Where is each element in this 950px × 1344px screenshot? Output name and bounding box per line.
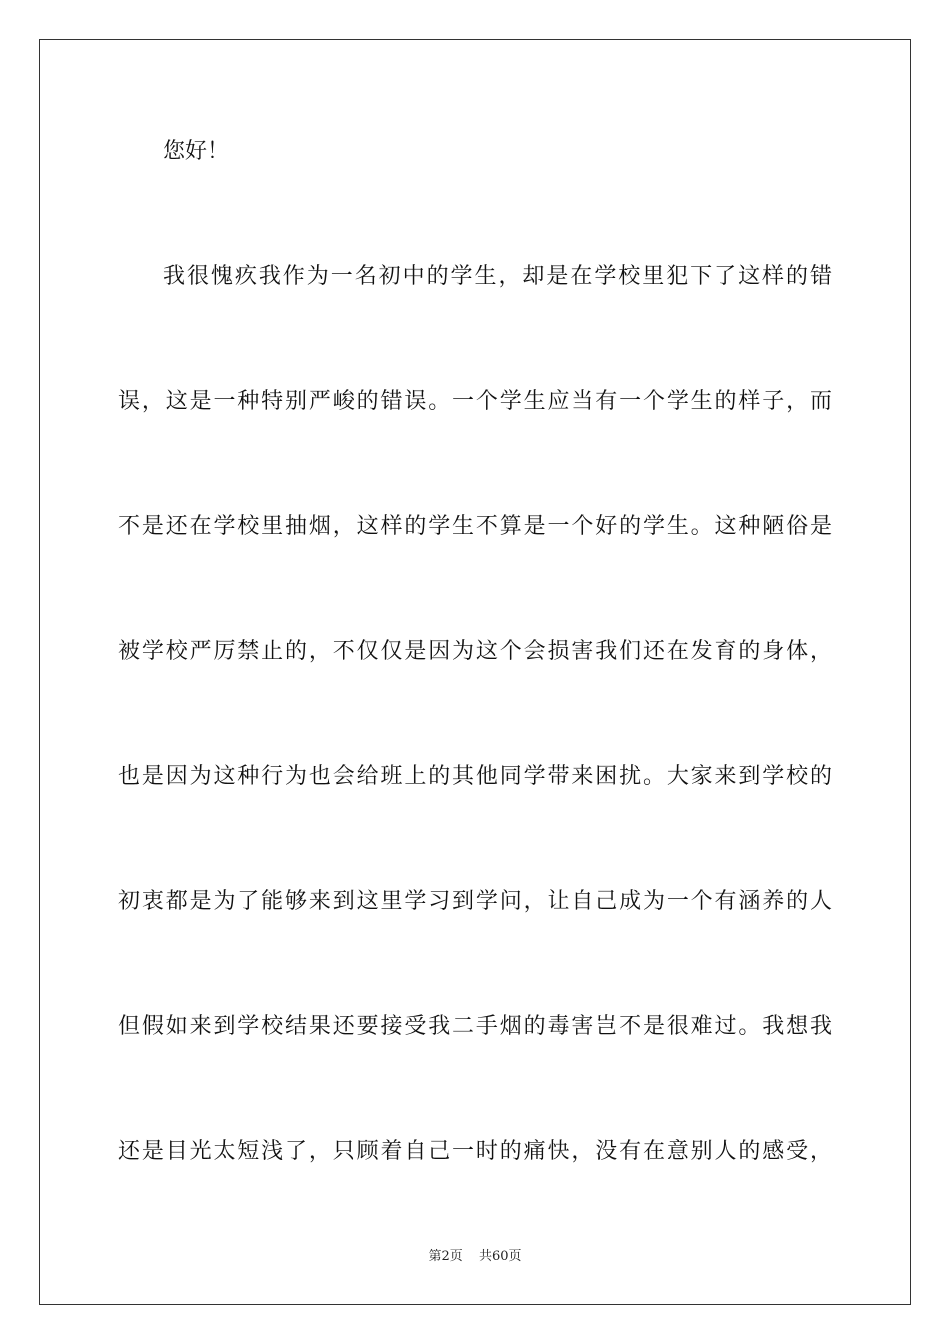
page-footer [0, 1248, 950, 1266]
paragraph-line-5: 也是因为这种行为也会给班上的其他同学带来困扰。大家来到学校的 [118, 764, 832, 789]
paragraph-line-2: 误，这是一种特别严峻的错误。一个学生应当有一个学生的样子，而 [118, 389, 832, 414]
paragraph-line-1: 我很愧疚我作为一名初中的学生，却是在学校里犯下了这样的错 [163, 264, 832, 289]
paragraph-line-4: 被学校严厉禁止的，不仅仅是因为这个会损害我们还在发育的身体， [118, 639, 832, 664]
page-number: 第2页 [428, 1249, 463, 1264]
paragraph-line-7: 但假如来到学校结果还要接受我二手烟的毒害岂不是很难过。我想我 [118, 1014, 832, 1039]
paragraph-line-6: 初衷都是为了能够来到这里学习到学问，让自己成为一个有涵养的人 [118, 889, 832, 914]
paragraph-line-3: 不是还在学校里抽烟，这样的学生不算是一个好的学生。这种陋俗是 [118, 514, 832, 539]
paragraph-line-8: 还是目光太短浅了，只顾着自己一时的痛快，没有在意别人的感受， [118, 1139, 832, 1164]
greeting-line: 您好！ [163, 139, 230, 164]
page-border [39, 39, 911, 1305]
page-total: 共60页 [478, 1249, 522, 1264]
